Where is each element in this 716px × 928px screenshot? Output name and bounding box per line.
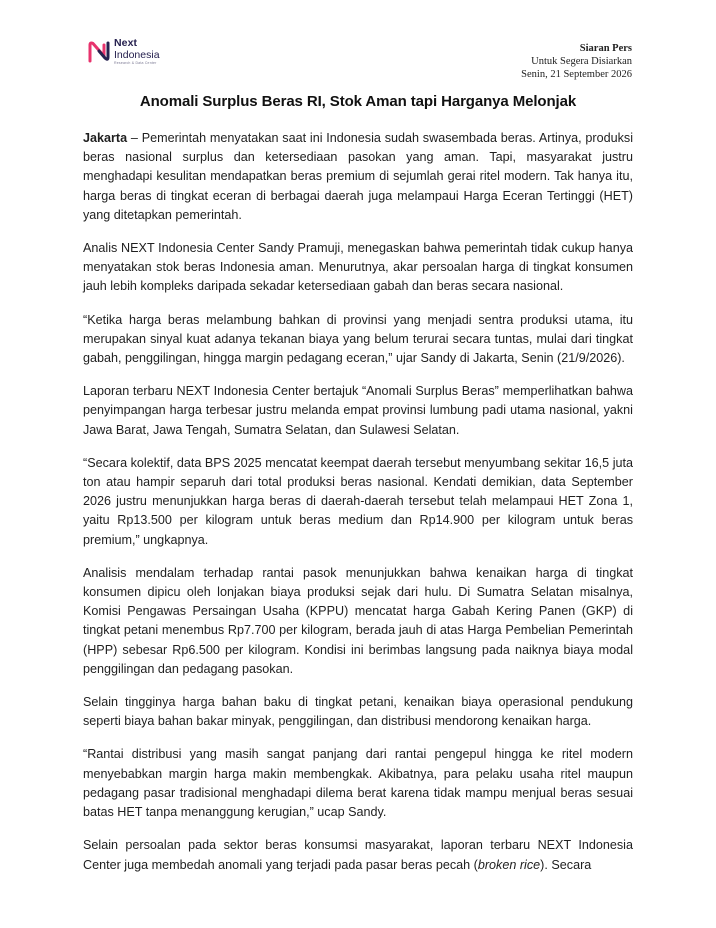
body-paragraph-last [83,836,633,874]
body-paragraph: Selain tingginya harga bahan baku di tingkat petani, kenaikan biaya operasional pendukung seperti biaya bahan bakar minyak, penggilingan, dan distribusi mendorong kenaikan harga. [83,695,633,729]
logo-name-next: Next [114,37,138,49]
logo-wordmark [114,38,160,66]
release-date: Senin, 21 September 2026 [521,69,632,80]
press-release-title: Anomali Surplus Beras RI, Stok Aman tapi Harganya Melonjak [139,93,577,110]
lead-text: – Pemerintah menyatakan saat ini Indonesia sudah swasembada beras. Artinya, produksi beras nasional surplus dan ketersediaan pasokan yang aman. Tapi, masyarakat justru menghadapi kesulitan mendapatkan beras premium di sejumlah gerai ritel modern. Tak hanya itu, harga beras di tingkat eceran di berbagai daerah juga melampaui Harga Eceran Tertinggi (HET) yang ditetapkan pemerintah. [83,131,633,222]
logo-tagline: Research & Data Center [114,61,157,65]
body-paragraph: Laporan terbaru NEXT Indonesia Center bertajuk “Anomali Surplus Beras” memperlihatkan bahwa penyimpangan harga terbesar justru melanda empat provinsi lumbung padi utama nasional, yakni Jawa Barat, Jawa Tengah, Sumatra Selatan, dan Sulawesi Selatan. [83,384,633,437]
release-note: Untuk Segera Disiarkan [531,56,632,67]
lead-paragraph [83,129,633,225]
release-type: Siaran Pers [579,43,632,54]
body-paragraph: “Ketika harga beras melambung bahkan di provinsi yang menjadi sentra produksi utama, itu merupakan sinyal kuat adanya tekanan biaya yang belum terurai secara tuntas, mulai dari tingkat gabah, penggilingan, hingga margin pedagang eceran,” ujar Sandy di Jakarta, Senin (21/9/2026). [83,312,633,366]
broken-rice-term: broken rice [477,857,541,872]
logo-name-indonesia: Indonesia [114,48,160,61]
body-paragraph: “Rantai distribusi yang masih sangat panjang dari rantai pengepul hingga ke ritel modern menyebabkan margin harga makin membengkak. Akibatnya, para pelaku usaha ritel maupun pedagang pasar tradisional menghadapi dilema berat karena tidak mampu menjual beras sesuai batas HET tanpa menanggung kerugian,” ucap Sandy. [83,747,633,820]
body-paragraph: “Secara kolektif, data BPS 2025 mencatat keempat daerah tersebut menyumbang sekitar 16,5 juta ton atau hampir separuh dari total produksi beras nasional. Kendati demikian, data September 2026 justru menunjukkan harga beras di daerah-daerah tersebut telah melampaui HET Zona 1, yaitu Rp13.500 per kilogram untuk beras medium dan Rp14.900 per kilogram untuk beras premium,” ungkapnya. [83,455,633,547]
body-paragraph: Analisis mendalam terhadap rantai pasok menunjukkan bahwa kenaikan harga di tingkat konsumen dipicu oleh lonjakan biaya produksi sejak dari hulu. Di Sumatra Selatan misalnya, Komisi Pengawas Persaingan Usaha (KPPU) mencatat harga Gabah Kering Panen (GKP) di tingkat petani menembus Rp7.700 per kilogram, berada jauh di atas Harga Pembelian Pemerintah (HPP) sebesar Rp6.500 per kilogram. Kondisi ini berimbas langsung pada naiknya biaya modal penggilingan dan pedagang pasokan. [83,565,633,676]
last-paragraph-tail: ). Secara [540,857,592,872]
last-paragraph-text: Selain persoalan pada sektor beras konsumsi masyarakat, laporan terbaru NEXT Indonesia Center juga membedah anomali yang terjadi pada pasar beras pecah ( [83,838,633,872]
next-indonesia-logo-icon [86,39,112,65]
dateline-city: Jakarta [83,131,128,145]
release-meta [521,42,632,81]
body-paragraph: Analis NEXT Indonesia Center Sandy Pramuji, menegaskan bahwa pemerintah tidak cukup hanya menyatakan stok beras Indonesia aman. Menurutnya, akar persoalan harga di tingkat konsumen jauh lebih kompleks daripada sekadar ketersediaan gabah dan beras secara nasional. [83,241,633,294]
press-release-body [83,129,633,889]
brand-logo [86,38,160,66]
